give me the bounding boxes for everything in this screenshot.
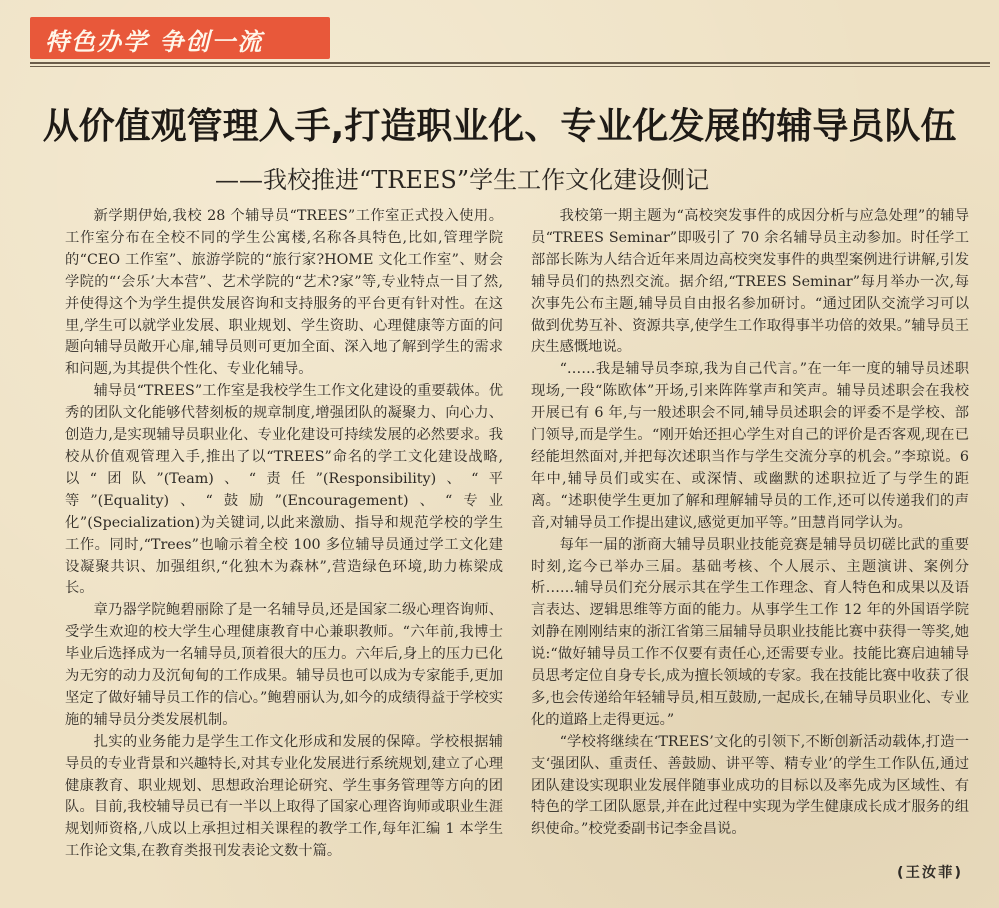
section-banner-label: 特色办学 争创一流 <box>45 28 264 56</box>
paragraph: “……我是辅导员李琼,我为自己代言。”在一年一度的辅导员述职现场,一段“陈欧体”开场,引来阵阵掌声和笑声。辅导员述职会在我校开展已有 6 年,与一般述职会不同,辅导员述职会的评委不是学校、部门领导,而是学生。“刚开始还担心学生对自己的评价是否客观,现在已经能坦然面对,并把每次述职当作与学生交流分享的机会。”李琼说。6 年中,辅导员们或实在、或深情、或幽默的述职拉近了与学生的距离。“述职使学生更加了解和理解辅导员的工作,还可以传递我们的声音,对辅导员工作提出建议,感觉更加平等。”田慧肖同学认为。 <box>531 361 969 531</box>
paragraph: “学校将继续在‘TREES’文化的引领下,不断创新活动载体,打造一支‘强团队、重责任、善鼓励、讲平等、精专业’的学生工作队伍,通过团队建设实现职业发展伴随事业成功的目标以及率先成为区域性、有特色的学工团队愿景,并在此过程中实现为学生健康成长成才服务的组织使命。”校党委副书记李金昌说。 <box>531 733 969 838</box>
article-headline: 从价值观管理入手,打造职业化、专业化发展的辅导员队伍 <box>42 106 957 147</box>
article-byline: (王汝菲) <box>897 865 963 881</box>
paragraph: 每年一届的浙商大辅导员职业技能竞赛是辅导员切磋比武的重要时刻,迄今已举办三届。基础考核、个人展示、主题演讲、案例分析……辅导员们充分展示其在学生工作理念、育人特色和成果以及语言表达、逻辑思维等方面的能力。从事学生工作 12 年的外国语学院刘静在刚刚结束的浙江省第三届辅导员职业技能比赛中获得一等奖,她说:“做好辅导员工作不仅要有责任心,还需要专业。技能比赛启迪辅导员思考定位自身专长,成为擅长领域的专家。我在技能比赛中收获了很多,也会传递给年轻辅导员,相互鼓励,一起成长,在辅导员职业化、专业化的道路上走得更远。” <box>531 536 969 728</box>
top-rule <box>30 62 990 64</box>
top-rule-thin <box>30 66 990 67</box>
paragraph: 章乃器学院鲍碧丽除了是一名辅导员,还是国家二级心理咨询师、受学生欢迎的校大学生心理健康教育中心兼职教师。“六年前,我博士毕业后选择成为一名辅导员,顶着很大的压力。六年后,身上的压力已化为无穷的动力及沉甸甸的工作成果。辅导员也可以成为专家能手,更加坚定了做好辅导员工作的信心。”鲍碧丽认为,如今的成绩得益于学校实施的辅导员分类发展机制。 <box>65 602 503 728</box>
paragraph: 新学期伊始,我校 28 个辅导员“TREES”工作室正式投入使用。工作室分布在全校不同的学生公寓楼,名称各具特色,比如,管理学院的“CEO 工作室”、旅游学院的“旅行家?HOME 文化工作室”、财会学院的“‘会乐’大本营”、艺术学院的“艺术?家”等,专业特点一目了然,并使得这个为学生提供发展咨询和支持服务的平台更有针对性。在这里,学生可以就学业发展、职业规划、学生资助、心理健康等方面的问题向辅导员敞开心扉,辅导员则可更加全面、深入地了解到学生的需求和问题,为其提供个性化、专业化辅导。 <box>65 208 503 378</box>
article-column-right <box>531 206 969 841</box>
column-gutter <box>517 210 518 870</box>
paragraph: 我校第一期主题为“高校突发事件的成因分析与应急处理”的辅导员“TREES Seminar”即吸引了 70 余名辅导员主动参加。时任学工部部长陈为人结合近年来周边高校突发事件的典型案例进行讲解,引发辅导员们的热烈交流。据介绍,“TREES Seminar”每月举办一次,每次事先公布主题,辅导员自由报名参加研讨。“通过团队交流学习可以做到优势互补、资源共享,使学生工作取得事半功倍的效果。”辅导员王庆生感慨地说。 <box>531 208 969 356</box>
article-column-left <box>65 206 503 863</box>
paragraph: 辅导员“TREES”工作室是我校学生工作文化建设的重要载体。优秀的团队文化能够代替刻板的规章制度,增强团队的凝聚力、向心力、创造力,是实现辅导员职业化、专业化建设可持续发展的必然要求。我校从价值观管理入手,推出了以“TREES”命名的学工文化建设战略,以“团队”(Team)、“责任”(Responsibility)、“平等”(Equality)、“鼓励”(Encouragement)、“专业化”(Specialization)为关键词,以此来激励、指导和规范学校的学生工作。同时,“Trees”也喻示着全校 100 多位辅导员通过学工文化建设凝聚共识、加强组织,“化独木为森林”,营造绿色环境,助力栋梁成长。 <box>65 383 503 597</box>
article-subheadline: ——我校推进“TREES”学生工作文化建设侧记 <box>215 166 710 194</box>
paragraph: 扎实的业务能力是学生工作文化形成和发展的保障。学校根据辅导员的专业背景和兴趣特长,对其专业化发展进行系统规划,建立了心理健康教育、职业规划、思想政治理论研究、学生事务管理等方向的团队。目前,我校辅导员已有一半以上取得了国家心理咨询师或职业生涯规划师资格,八成以上承担过相关课程的教学工作,每年汇编 1 本学生工作论文集,在教育类报刊发表论文数十篇。 <box>65 733 503 860</box>
